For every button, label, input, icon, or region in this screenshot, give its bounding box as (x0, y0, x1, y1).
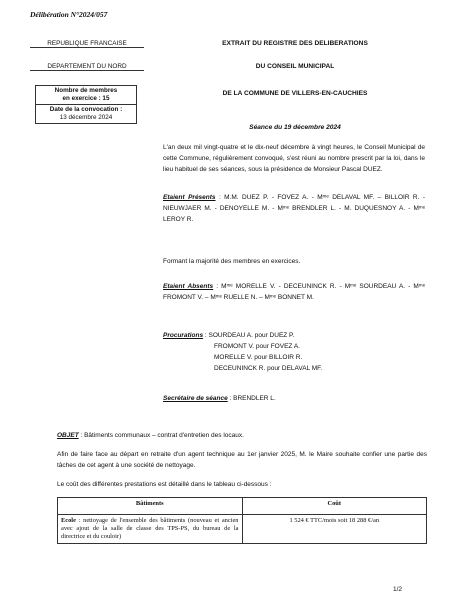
republique-label: REPUBLIQUE FRANCAISE (30, 40, 144, 48)
header-cout: Coût (242, 498, 427, 515)
convocation-value: 13 décembre 2024 (59, 114, 113, 121)
presents-paragraph (163, 192, 425, 225)
procuration-first (163, 330, 425, 341)
presents-label: Etaient Présents (163, 194, 216, 201)
secretaire-name: : BRENDLER L. (227, 395, 276, 402)
procuration-line-1: FROMONT V. pour FOVEZ A. (214, 343, 300, 350)
cout-cell: 1 524 € TTC/mois soit 18 288 €/an (242, 515, 427, 544)
batiment-cell (58, 515, 243, 544)
table-row (58, 515, 427, 544)
majorite-text: Formant la majorité des membres en exercices. (163, 258, 301, 265)
body-paragraph-2: Le coût des différentes prestations est détaillé dans le tableau ci-dessous : (57, 481, 272, 488)
objet-label: OBJET (57, 432, 79, 439)
secretaire-label: Secrétaire de séance (163, 395, 228, 402)
objet-line (57, 430, 427, 441)
deliberation-number: Délibération N°2024/057 (30, 10, 108, 19)
page-number: 1/2 (393, 586, 403, 593)
convocation-row (36, 105, 136, 123)
procurations-label: Procurations (163, 332, 204, 339)
cost-table (57, 497, 427, 544)
absents-label: Etaient Absents (163, 283, 214, 290)
secretaire-line (163, 393, 425, 404)
commune-title: DE LA COMMUNE DE VILLERS-EN-CAUCHIES (222, 90, 368, 97)
batiment-label: Ecole (61, 517, 76, 524)
seance-date: Séance du 19 décembre 2024 (249, 124, 341, 131)
header-batiments: Bâtiments (58, 498, 243, 515)
registre-title: EXTRAIT DU REGISTRE DES DELIBERATIONS (222, 40, 368, 47)
procuration-line-0: : SOURDEAU A. pour DUEZ P. (203, 332, 295, 339)
batiment-text: : nettoyage de l'ensemble des bâtiments (nouveau et ancien avec ajout de la salle de classe des TPS-PS, du bureau de la directrice et du couloir) (61, 517, 239, 540)
convocation-label: Date de la convocation : (49, 106, 123, 113)
body-paragraph-1: Afin de faire face au départ en retraite d'un agent technique au 1er janvier 2025, M. le Maire souhaite confier une partie des tâches de cet agent à une société de nettoyage. (57, 451, 427, 469)
info-box (35, 85, 137, 124)
absents-paragraph (163, 281, 425, 303)
procuration-line-2: MORELLE V. pour BILLOIR R. (214, 354, 303, 361)
conseil-title: DU CONSEIL MUNICIPAL (255, 63, 335, 70)
procurations-block (163, 330, 425, 374)
membres-label: Nombre de membres (54, 87, 118, 94)
intro-paragraph: L'an deux mil vingt-quatre et le dix-neuf décembre à vingt heures, le Conseil Municipal de cette Commune, régulièrement convoqué, s'est réuni au nombre prescrit par la loi, dans le lieu habituel de ses séances, sous la présidence de Monsieur Pascal DUEZ. (163, 144, 425, 173)
table-header-row (58, 498, 427, 515)
membres-value: en exercice : 15 (62, 95, 110, 102)
absents-list: : Mᵐᵉ MORELLE V. - DECEUNINCK R. - Mᵐᵉ SOURDEAU A. - Mᵐᵉ FROMONT V. – Mᵐᵉ RUELLE N. – Mᵐᵉ BONNET M. (163, 283, 425, 301)
membres-row (36, 86, 136, 105)
presents-list: : M.M. DUEZ P. - FOVEZ A. - Mᵐᵉ DELAVAL MF. – BILLOIR R. - NIEUWJAER M. - DENOYELLE M. - Mᵐᵉ BRENDLER L. - M. DUQUESNOY A. - Mᵐᵉ LEROY R. (163, 194, 426, 223)
objet-text: : Bâtiments communaux – contrat d'entretien des locaux. (78, 432, 244, 439)
procuration-line-3: DECEUNINCK R. pour DELAVAL MF. (214, 365, 323, 372)
departement-label: DEPARTEMENT DU NORD (30, 63, 144, 71)
